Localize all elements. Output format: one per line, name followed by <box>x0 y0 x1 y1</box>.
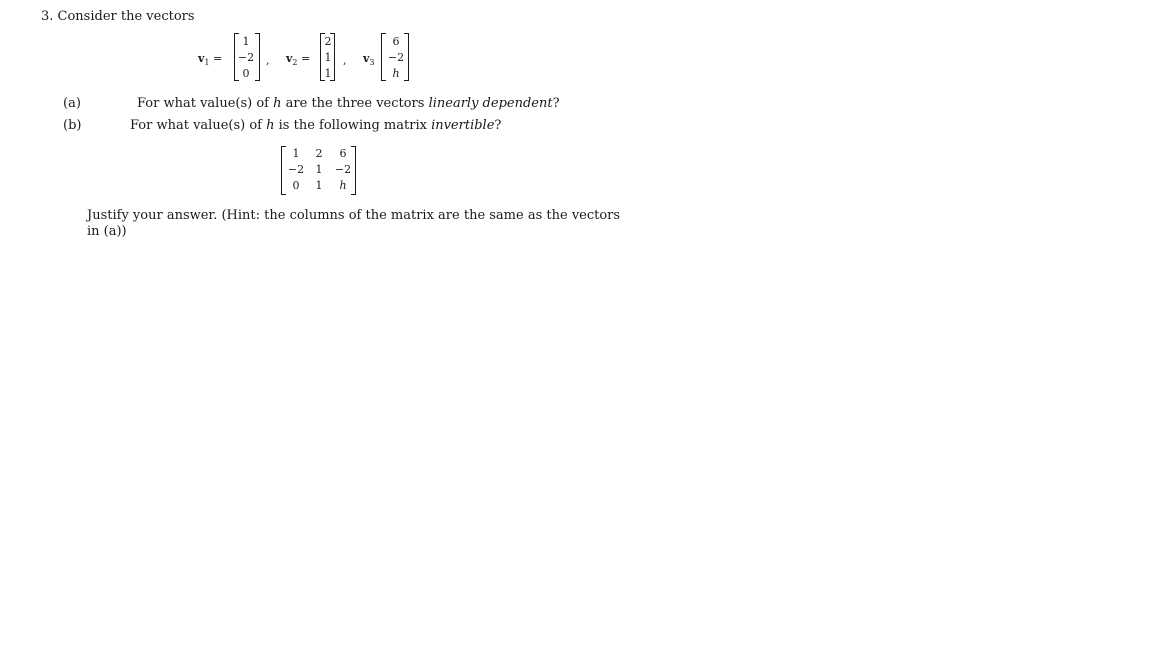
v2-entry-1: 2 <box>324 35 332 48</box>
v2-entry-3: 1 <box>324 67 332 80</box>
v1-entry-2: −2 <box>237 51 255 64</box>
v2-right-bracket <box>330 33 335 81</box>
comma: , <box>343 54 347 67</box>
matrix-cell: 1 <box>315 163 323 176</box>
v3-entry-1: 6 <box>392 35 400 48</box>
v1-right-bracket <box>255 33 260 81</box>
matrix-right-bracket <box>351 146 356 195</box>
matrix-cell: h <box>339 179 347 192</box>
v3-label: $v_3$ <box>363 52 375 68</box>
matrix-cell: 1 <box>292 147 300 160</box>
matrix-cell: 0 <box>292 179 300 192</box>
matrix-cell: 1 <box>315 179 323 192</box>
matrix-cell: 6 <box>339 147 347 160</box>
comma: , <box>266 54 270 67</box>
justify-text-line-1: Justify your answer. (Hint: the columns of the matrix are the same as the vectors <box>87 208 621 223</box>
part-b-question: For what value(s) of h is the following matrix invertible? <box>130 118 502 133</box>
part-a-label: (a) <box>63 96 81 111</box>
v1-entry-3: 0 <box>242 67 250 80</box>
v3-entry-2: −2 <box>387 51 405 64</box>
v1-entry-1: 1 <box>242 35 250 48</box>
problem-heading: 3. Consider the vectors <box>41 9 195 24</box>
v1-label: $v_1$ = <box>198 52 223 68</box>
v3-entry-3: h <box>392 67 400 80</box>
matrix-cell: −2 <box>287 163 305 176</box>
v3-right-bracket <box>404 33 409 81</box>
justify-text-line-2: in (a)) <box>87 224 127 239</box>
matrix-cell: −2 <box>334 163 352 176</box>
matrix-cell: 2 <box>315 147 323 160</box>
v2-label: $v_2$ = <box>286 52 311 68</box>
part-b-label: (b) <box>63 118 82 133</box>
v2-entry-2: 1 <box>324 51 332 64</box>
part-a-question: For what value(s) of h are the three vectors linearly dependent? <box>137 96 560 111</box>
